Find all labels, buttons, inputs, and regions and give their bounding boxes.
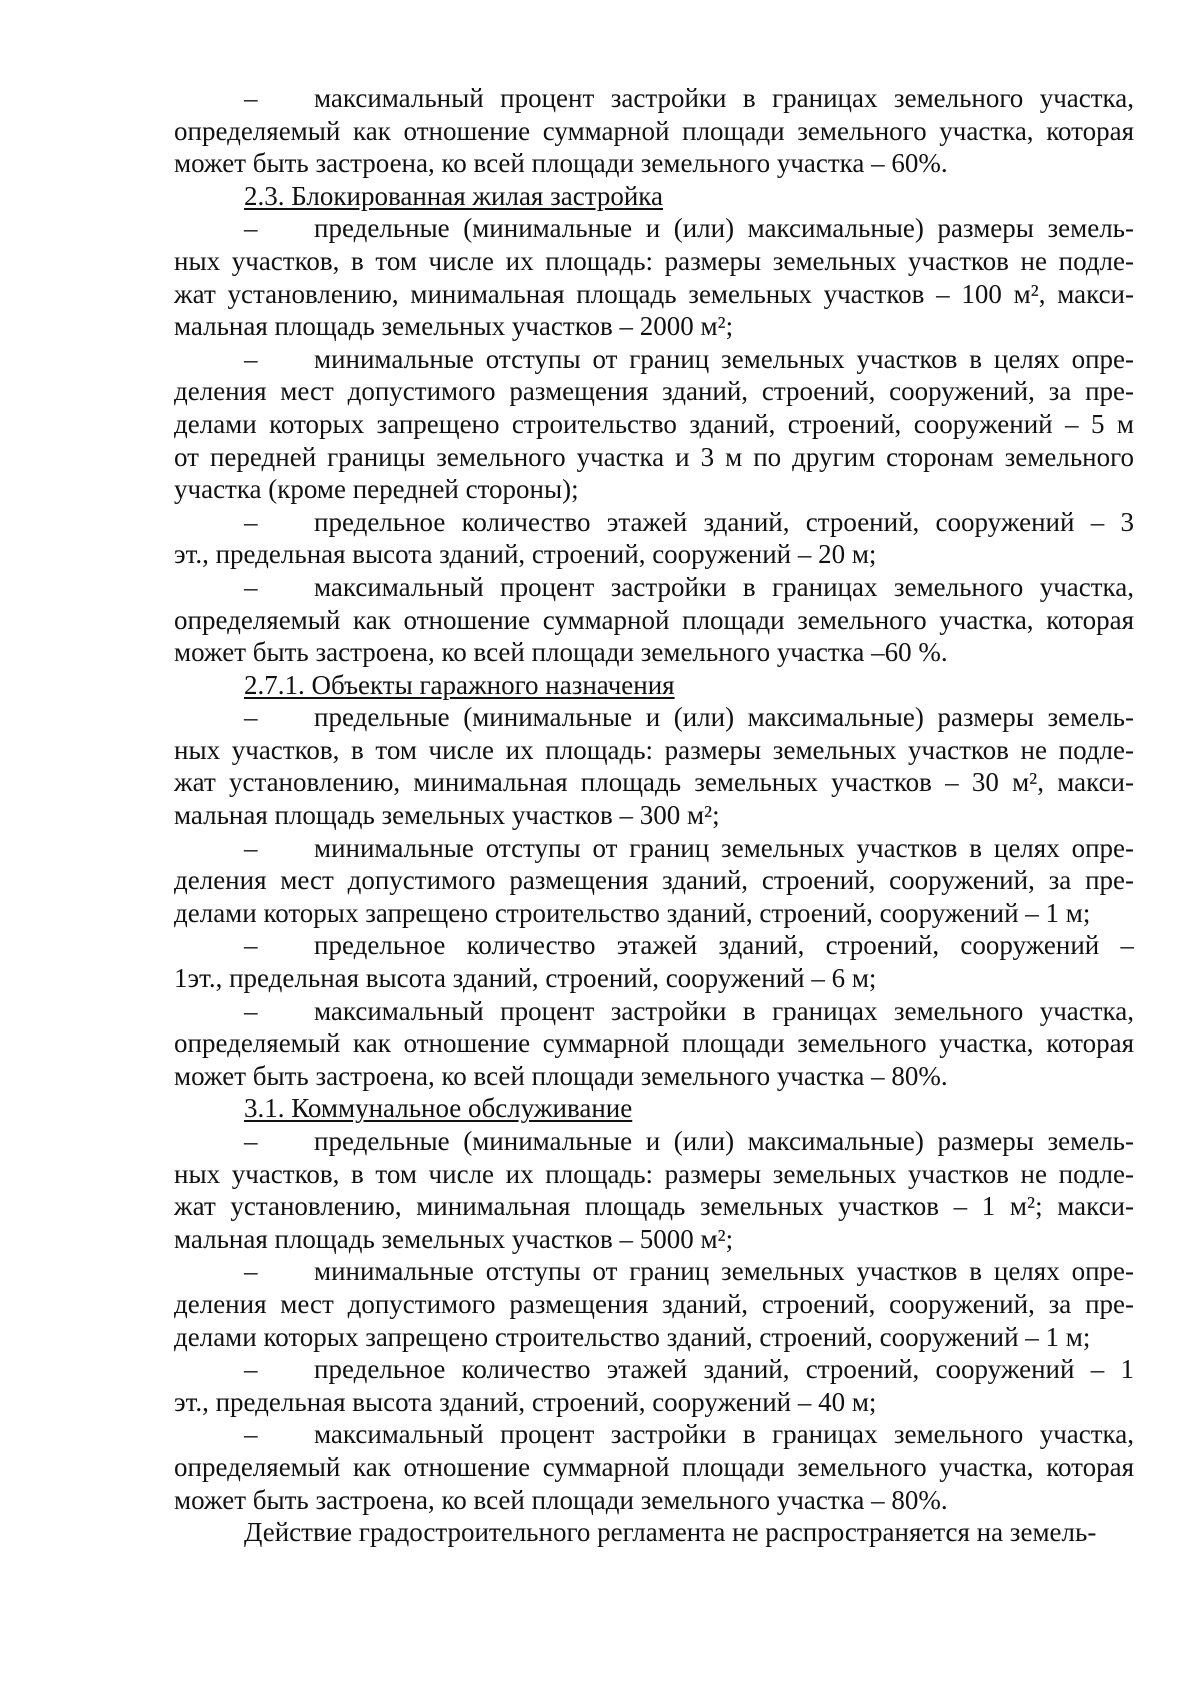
text-line [174, 734, 1134, 767]
line-text: 1эт., предельная высота зданий, строений, сооружений – 6 м; [174, 963, 877, 994]
line-text: мальная площадь земельных участков – 2000 м²; [174, 311, 734, 342]
text-line [174, 1386, 1134, 1419]
line-text: может быть застроена, ко всей площади земельного участка – 60%. [174, 148, 948, 179]
text-line [174, 1223, 1134, 1256]
text-line [174, 538, 1134, 571]
text-line [174, 375, 1134, 408]
line-text: ных участков, в том числе их площадь: размеры земельных участков не подле- [174, 245, 1134, 276]
text-line [174, 962, 1134, 995]
bullet-dash: – [244, 1256, 258, 1287]
list-item [174, 995, 1134, 1093]
text-line [174, 604, 1134, 637]
line-text: минимальные отступы от границ земельных участков в целях опре- [314, 343, 1134, 374]
text-line [174, 1288, 1134, 1321]
bullet-dash: – [244, 702, 258, 733]
text-line [174, 278, 1134, 311]
line-text: делами которых запрещено строительство зданий, строений, сооружений – 1 м; [174, 1321, 1091, 1352]
text-line [174, 310, 1134, 343]
text-line [174, 1060, 1134, 1093]
section-heading [174, 1092, 1134, 1125]
text-line [174, 636, 1134, 669]
text-line [174, 245, 1134, 278]
list-item [174, 212, 1134, 342]
line-text: предельное количество этажей зданий, строений, сооружений – 1 [314, 1354, 1134, 1385]
line-text: деления мест допустимого размещения зданий, строений, сооружений, за пре- [174, 865, 1134, 896]
text-line [174, 701, 1134, 734]
bullet-dash: – [244, 343, 258, 374]
text-line [174, 929, 1134, 962]
line-text: определяемый как отношение суммарной площади земельного участка, которая [174, 1028, 1134, 1059]
text-line [174, 799, 1134, 832]
text-line [174, 832, 1134, 865]
list-item [174, 1255, 1134, 1353]
line-text: делами которых запрещено строительство зданий, строений, сооружений – 1 м; [174, 897, 1091, 928]
text-line [174, 995, 1134, 1028]
text-line [174, 1321, 1134, 1354]
bullet-dash: – [244, 1354, 258, 1385]
line-text: максимальный процент застройки в границах земельного участка, [314, 571, 1134, 602]
text-line [174, 147, 1134, 180]
line-text: максимальный процент застройки в границах земельного участка, [314, 995, 1134, 1026]
line-text: мальная площадь земельных участков – 300 м²; [174, 800, 720, 831]
text-line [174, 1190, 1134, 1223]
line-text: может быть застроена, ко всей площади земельного участка – 80%. [174, 1484, 948, 1515]
line-text: максимальный процент застройки в границах земельного участка, [314, 83, 1134, 113]
line-text: мальная площадь земельных участков – 5000 м²; [174, 1223, 734, 1254]
text-line [174, 408, 1134, 441]
bullet-dash: – [244, 832, 258, 863]
bullet-dash: – [244, 83, 258, 113]
list-item [174, 1418, 1134, 1516]
line-text: определяемый как отношение суммарной площади земельного участка, которая [174, 1451, 1134, 1482]
text-line [174, 864, 1134, 897]
line-text: эт., предельная высота зданий, строений, сооружений – 20 м; [174, 539, 877, 570]
line-text: предельное количество этажей зданий, строений, сооружений – [314, 930, 1134, 961]
line-text: минимальные отступы от границ земельных участков в целях опре- [314, 1256, 1134, 1287]
bullet-dash: – [244, 571, 258, 602]
line-text: делами которых запрещено строительство зданий, строений, сооружений – 5 м [174, 408, 1134, 439]
line-text: предельное количество этажей зданий, строений, сооружений – 3 [314, 506, 1134, 537]
text-line [174, 441, 1134, 474]
text-line [174, 343, 1134, 376]
line-text: предельные (минимальные и (или) максимальные) размеры земель- [314, 213, 1134, 244]
bullet-dash: – [244, 995, 258, 1026]
text-line [174, 506, 1134, 539]
line-text: предельные (минимальные и (или) максимальные) размеры земель- [314, 1126, 1134, 1156]
text-line [174, 82, 1134, 115]
line-text: Действие градостроительного регламента не распространяется на земель- [244, 1517, 1097, 1548]
line-text: жат установлению, минимальная площадь земельных участков – 30 м², макси- [174, 767, 1134, 798]
line-text: участка (кроме передней стороны); [174, 474, 579, 505]
bullet-dash: – [244, 213, 258, 244]
line-text: деления мест допустимого размещения зданий, строений, сооружений, за пре- [174, 1288, 1134, 1319]
bullet-dash: – [244, 506, 258, 537]
line-text: жат установлению, минимальная площадь земельных участков – 100 м², макси- [174, 278, 1134, 309]
list-item [174, 1125, 1134, 1255]
list-item [174, 506, 1134, 571]
text-line [174, 1418, 1134, 1451]
bullet-dash: – [244, 1419, 258, 1450]
text-line [174, 1484, 1134, 1517]
line-text: предельные (минимальные и (или) максимальные) размеры земель- [314, 702, 1134, 733]
text-line [174, 115, 1134, 148]
line-text: минимальные отступы от границ земельных участков в целях опре- [314, 832, 1134, 863]
line-text: ных участков, в том числе их площадь: размеры земельных участков не подле- [174, 1158, 1134, 1189]
line-text: максимальный процент застройки в границах земельного участка, [314, 1419, 1134, 1450]
line-text: может быть застроена, ко всей площади земельного участка –60 %. [174, 637, 948, 668]
section-heading [174, 180, 1134, 213]
line-text: ных участков, в том числе их площадь: размеры земельных участков не подле- [174, 734, 1134, 765]
section-heading-text: 2.3. Блокированная жилая застройка [244, 180, 664, 211]
text-line [174, 473, 1134, 506]
list-item [174, 343, 1134, 506]
document-page [174, 82, 1134, 1549]
text-line [174, 1255, 1134, 1288]
line-text: от передней границы земельного участка и 3 м по другим сторонам земельного [174, 441, 1134, 472]
line-text: определяемый как отношение суммарной площади земельного участка, которая [174, 604, 1134, 635]
bullet-dash: – [244, 930, 258, 961]
text-line [174, 1027, 1134, 1060]
text-line [174, 212, 1134, 245]
list-item [174, 832, 1134, 930]
text-line [174, 1158, 1134, 1191]
line-text: эт., предельная высота зданий, строений, сооружений – 40 м; [174, 1386, 877, 1417]
section-heading-text: 2.7.1. Объекты гаражного назначения [244, 669, 675, 700]
text-line [174, 1516, 1134, 1549]
list-item [174, 1353, 1134, 1418]
text-line [174, 1451, 1134, 1484]
text-line [174, 1353, 1134, 1386]
text-line [174, 1125, 1134, 1158]
line-text: жат установлению, минимальная площадь земельных участков – 1 м²; макси- [174, 1191, 1134, 1222]
line-text: деления мест допустимого размещения зданий, строений, сооружений, за пре- [174, 376, 1134, 407]
bullet-dash: – [244, 1126, 258, 1156]
list-item [174, 82, 1134, 180]
line-text: определяемый как отношение суммарной площади земельного участка, которая [174, 115, 1134, 146]
line-text: может быть застроена, ко всей площади земельного участка – 80%. [174, 1060, 948, 1091]
section-heading [174, 669, 1134, 702]
list-item [174, 701, 1134, 831]
paragraph [174, 1516, 1134, 1549]
text-line [174, 766, 1134, 799]
list-item [174, 571, 1134, 669]
text-line [174, 571, 1134, 604]
list-item [174, 929, 1134, 994]
section-heading-text: 3.1. Коммунальное обслуживание [244, 1093, 633, 1124]
text-line [174, 897, 1134, 930]
